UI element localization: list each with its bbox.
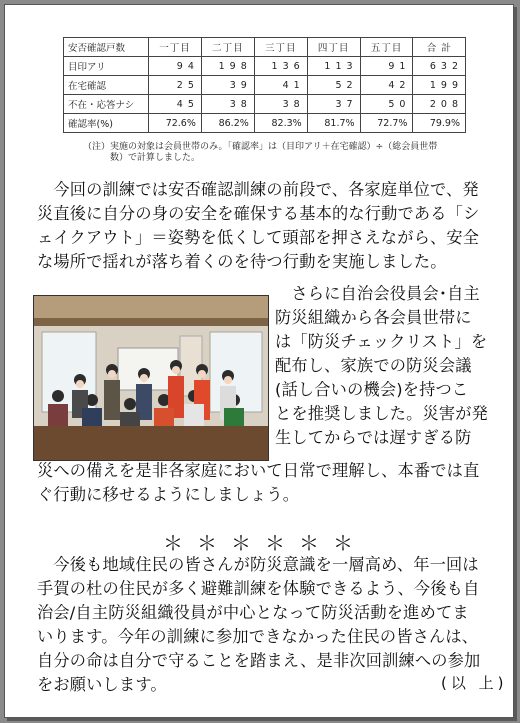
table-cell: 38 xyxy=(201,95,254,114)
table-cell: 72.7% xyxy=(360,114,413,133)
table-footnote: （注）実施の対象は会員世帯のみ。「確認率」は（目印アリ＋在宅確認）÷（総会員世帯 数）で計算しました。 xyxy=(83,142,438,163)
paragraph-shakeout: 今回の訓練では安否確認訓練の前段で、各家庭単位で、発 災直後に自分の身の安全を確保する基本的な行動である「シ ェイクアウト」＝姿勢を低くして頭部を押さえながら、安全 な場所で揺れが落ち着くのを待つ行動を実施しました。 xyxy=(37,180,480,271)
table-row xyxy=(64,114,466,133)
table-cell: 113 xyxy=(307,57,360,76)
table-cell: 79.9% xyxy=(413,114,466,133)
closing-mark: (以 上) xyxy=(441,674,508,692)
table-header-row xyxy=(64,38,466,57)
header-cell: 三丁目 xyxy=(254,38,307,57)
group-photo xyxy=(33,295,269,461)
table-cell: 45 xyxy=(149,95,202,114)
row-label: 目印アリ xyxy=(64,57,149,76)
table-cell: 81.7% xyxy=(307,114,360,133)
table-cell: 42 xyxy=(360,76,413,95)
table-cell: 72.6% xyxy=(149,114,202,133)
table-cell: 38 xyxy=(254,95,307,114)
table-cell: 91 xyxy=(360,57,413,76)
paragraph-checklist-continued: 災への備えを是非各家庭において日常で理解し、本番では直 ぐ行動に移せるようにしましょう。 xyxy=(37,461,480,504)
paragraph-checklist: さらに自治会役員会･自主 防災組織から各会員世帯に は「防災チェックリスト」を 配布し、家族での防災会議 (話し合いの機会)を持つこ とを推奨しました。災害が発 生してからでは遅すぎる防 xyxy=(275,284,489,447)
table-cell: 199 xyxy=(413,76,466,95)
table-row xyxy=(64,57,466,76)
paragraph-future-activities: 今後も地域住民の皆さんが防災意識を一層高め、年一回は 手賀の杜の住民が多く避難訓練を体験できるよう、今後も自 治会/自主防災組織役員が中心となって防災活動を進めてま いります。今年の訓練に参加できなかった住民の皆さんは、 自分の命は自分で守ることを踏まえ、是非次回訓練への参加 をお願いします。 xyxy=(37,555,481,694)
table-cell: 86.2% xyxy=(201,114,254,133)
header-cell: 一丁目 xyxy=(149,38,202,57)
row-label: 不在・応答ナシ xyxy=(64,95,149,114)
table-cell: 37 xyxy=(307,95,360,114)
table-cell: 39 xyxy=(201,76,254,95)
table-cell: 198 xyxy=(201,57,254,76)
table-cell: 632 xyxy=(413,57,466,76)
row-label: 在宅確認 xyxy=(64,76,149,95)
header-cell: 四丁目 xyxy=(307,38,360,57)
table-cell: 25 xyxy=(149,76,202,95)
group-photo-illustration xyxy=(34,296,268,460)
table-cell: 208 xyxy=(413,95,466,114)
row-label: 確認率(%) xyxy=(64,114,149,133)
safety-check-table xyxy=(63,37,466,133)
table-cell: 41 xyxy=(254,76,307,95)
header-cell: 五丁目 xyxy=(360,38,413,57)
newsletter-page xyxy=(4,4,514,718)
table-cell: 94 xyxy=(149,57,202,76)
header-cell: 二丁目 xyxy=(201,38,254,57)
table-row xyxy=(64,95,466,114)
table-cell: 50 xyxy=(360,95,413,114)
table-row xyxy=(64,76,466,95)
header-cell: 安否確認戸数 xyxy=(64,38,149,57)
section-divider-stars: ＊＊＊＊＊＊ xyxy=(163,531,367,555)
header-cell: 合 計 xyxy=(413,38,466,57)
table-cell: 52 xyxy=(307,76,360,95)
table-cell: 136 xyxy=(254,57,307,76)
table-cell: 82.3% xyxy=(254,114,307,133)
